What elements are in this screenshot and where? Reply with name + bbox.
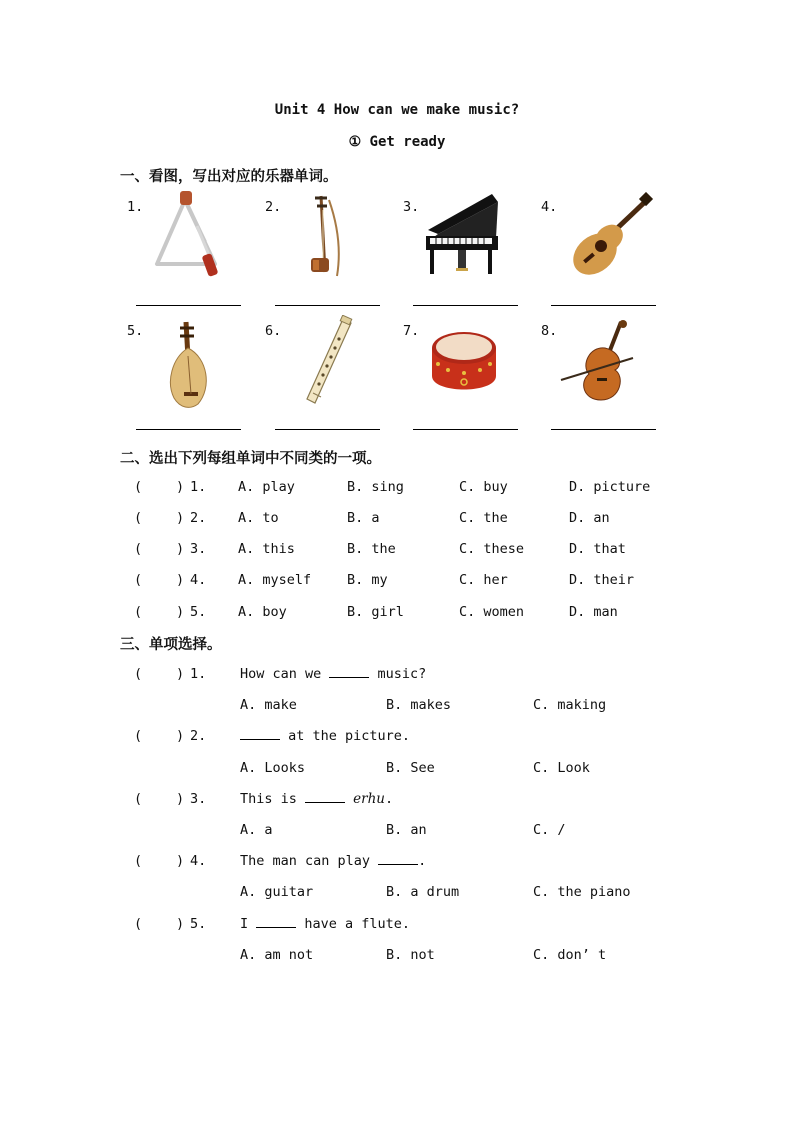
answer-paren-close: ) — [176, 604, 185, 620]
answer-paren[interactable]: ( — [134, 791, 143, 807]
option-b: B. not — [386, 947, 435, 963]
option-b: B. my — [347, 572, 388, 588]
option-a: A. make — [240, 697, 297, 713]
option-a: A. Looks — [240, 760, 306, 776]
option-c: C. making — [533, 697, 607, 713]
option-a: A. guitar — [240, 884, 314, 900]
flute-icon — [285, 315, 375, 405]
section3-heading: 三、单项选择。 — [120, 637, 222, 653]
option-b: B. makes — [386, 697, 452, 713]
answer-line[interactable] — [136, 429, 241, 430]
option-a: A. a — [240, 822, 273, 838]
guitar-icon — [565, 192, 655, 282]
option-a: A. boy — [238, 604, 287, 620]
question-row — [0, 572, 794, 592]
item-number: 3. — [403, 199, 420, 215]
section1-heading: 一、看图，写出对应的乐器单词。 — [120, 169, 338, 185]
answer-line[interactable] — [551, 429, 656, 430]
answer-line[interactable] — [413, 305, 518, 306]
triangle-icon — [145, 188, 235, 278]
fill-blank[interactable] — [256, 926, 296, 928]
question-number: 2. — [190, 510, 207, 526]
option-c: C. don’ t — [533, 947, 607, 963]
answer-paren[interactable]: ( — [134, 604, 143, 620]
question-stem — [240, 728, 410, 744]
answer-paren[interactable]: ( — [134, 479, 143, 495]
stem-post: . — [418, 853, 427, 869]
answer-line[interactable] — [551, 305, 656, 306]
option-a: A. this — [238, 541, 295, 557]
erhu-icon — [285, 190, 375, 280]
pipa-icon — [150, 318, 240, 408]
answer-line[interactable] — [275, 305, 380, 306]
fill-blank[interactable] — [240, 738, 280, 740]
options-row — [0, 760, 794, 780]
answer-paren[interactable]: ( — [134, 572, 143, 588]
question-row — [0, 791, 794, 811]
option-d: D. picture — [569, 479, 651, 495]
answer-paren-close: ) — [176, 510, 185, 526]
answer-paren-close: ) — [176, 541, 185, 557]
question-number: 5. — [190, 916, 207, 932]
option-b: B. a — [347, 510, 380, 526]
item-number: 1. — [127, 199, 144, 215]
option-c: C. women — [459, 604, 525, 620]
option-a: A. to — [238, 510, 279, 526]
question-row — [0, 510, 794, 530]
answer-paren-close: ) — [176, 666, 185, 682]
option-b: B. girl — [347, 604, 404, 620]
drum-icon — [420, 318, 510, 408]
answer-paren[interactable]: ( — [134, 666, 143, 682]
option-d: D. their — [569, 572, 635, 588]
answer-paren[interactable]: ( — [134, 728, 143, 744]
option-c: C. buy — [459, 479, 508, 495]
option-b: B. sing — [347, 479, 404, 495]
question-number: 3. — [190, 791, 207, 807]
stem-post: have a flute. — [296, 916, 411, 932]
question-stem — [240, 666, 426, 682]
option-a: A. myself — [238, 572, 312, 588]
answer-paren[interactable]: ( — [134, 510, 143, 526]
answer-paren-close: ) — [176, 791, 185, 807]
answer-paren-close: ) — [176, 479, 185, 495]
options-row — [0, 884, 794, 904]
answer-paren-close: ) — [176, 572, 185, 588]
options-row — [0, 822, 794, 842]
option-b: B. an — [386, 822, 427, 838]
option-c: C. these — [459, 541, 525, 557]
item-number: 4. — [541, 199, 558, 215]
question-row — [0, 604, 794, 624]
question-row — [0, 479, 794, 499]
answer-paren-close: ) — [176, 916, 185, 932]
stem-end: . — [385, 791, 394, 807]
answer-paren-close: ) — [176, 728, 185, 744]
stem-pre: The man can play — [240, 853, 379, 869]
violin-icon — [555, 318, 645, 408]
item-number: 7. — [403, 323, 420, 339]
stem-pre: How can we — [240, 666, 330, 682]
question-number: 3. — [190, 541, 207, 557]
fill-blank[interactable] — [305, 801, 345, 803]
section2-heading: 二、选出下列每组单词中不同类的一项。 — [120, 451, 381, 467]
option-b: B. the — [347, 541, 396, 557]
page-title: Unit 4 How can we make music? — [274, 102, 520, 118]
question-row — [0, 853, 794, 873]
stem-post: music? — [369, 666, 427, 682]
fill-blank[interactable] — [329, 676, 369, 678]
answer-line[interactable] — [275, 429, 380, 430]
stem-pre: This is — [240, 791, 306, 807]
question-number: 2. — [190, 728, 207, 744]
question-row — [0, 728, 794, 748]
page-subtitle: ① Get ready — [348, 134, 446, 150]
question-row — [0, 541, 794, 561]
option-d: D. that — [569, 541, 626, 557]
answer-paren[interactable]: ( — [134, 541, 143, 557]
question-number: 1. — [190, 666, 207, 682]
question-row — [0, 916, 794, 936]
options-row — [0, 697, 794, 717]
answer-paren[interactable]: ( — [134, 916, 143, 932]
item-number: 5. — [127, 323, 144, 339]
option-b: B. a drum — [386, 884, 460, 900]
answer-line[interactable] — [136, 305, 241, 306]
option-c: C. the piano — [533, 884, 631, 900]
piano-icon — [420, 190, 510, 280]
stem-pre: I — [240, 916, 257, 932]
options-row — [0, 947, 794, 967]
option-c: C. Look — [533, 760, 590, 776]
option-b: B. See — [386, 760, 435, 776]
option-c: C. her — [459, 572, 508, 588]
stem-post: at the picture. — [280, 728, 411, 744]
option-c: C. / — [533, 822, 566, 838]
fill-blank[interactable] — [378, 863, 418, 865]
answer-paren[interactable]: ( — [134, 853, 143, 869]
question-stem — [240, 916, 410, 932]
stem-italic-word: erhu — [353, 791, 386, 807]
question-number: 4. — [190, 853, 207, 869]
option-c: C. the — [459, 510, 508, 526]
question-number: 1. — [190, 479, 207, 495]
option-d: D. man — [569, 604, 618, 620]
question-number: 5. — [190, 604, 207, 620]
option-a: A. am not — [240, 947, 314, 963]
stem-post — [345, 791, 353, 807]
question-number: 4. — [190, 572, 207, 588]
answer-line[interactable] — [413, 429, 518, 430]
option-d: D. an — [569, 510, 610, 526]
question-row — [0, 666, 794, 686]
question-stem — [240, 791, 393, 807]
option-a: A. play — [238, 479, 295, 495]
question-stem — [240, 853, 426, 869]
item-number: 8. — [541, 323, 558, 339]
item-number: 6. — [265, 323, 282, 339]
item-number: 2. — [265, 199, 282, 215]
answer-paren-close: ) — [176, 853, 185, 869]
